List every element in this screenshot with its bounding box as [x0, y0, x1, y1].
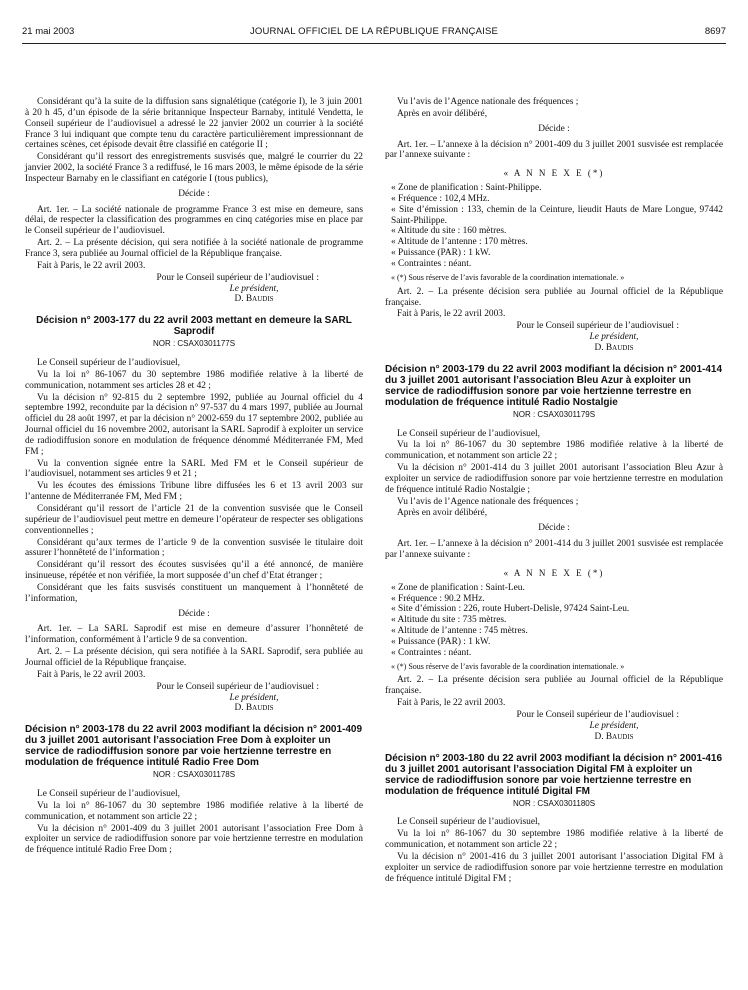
paragraph: Après en avoir délibéré, [397, 508, 488, 519]
annex-item: « Site d’émission : 226, route Hubert-Delisle, 97424 Saint-Leu. [391, 604, 630, 615]
decision-177-nor: NOR : CSAX0301177S [152, 339, 236, 349]
left-column [25, 97, 363, 857]
paragraph: Vu la décision n° 2001-409 du 3 juillet 2001 autorisant l’association Free Dom à exploiter un service de radiodiffusion sonore par voie hertzienne terrestre en modulation de fréquence intitulé Radio Free Dom ; [25, 823, 363, 856]
fait-line: Fait à Paris, le 22 avril 2003. [397, 698, 506, 709]
paragraph: Vu les écoutes des émissions Tribune libre diffusées les 6 et 13 avril 2003 sur l’antenne de Méditerranée FM, Med FM ; [25, 481, 363, 503]
article-2: Art. 2. – La présente décision sera publiée au Journal officiel de la République française. [385, 286, 723, 308]
decision-178-title: Décision n° 2003-178 du 22 avril 2003 modifiant la décision n° 2001-409 du 3 juillet 2001 autorisant l’association Free Dom à exploiter un service de radiodiffusion sonore par voie hertzienne terrestre en modulation de fréquence intitulé Radio Free Dom [25, 724, 363, 769]
signature-role: Le président, [229, 283, 279, 294]
annex-item: « Contraintes : néant. [391, 647, 472, 658]
signature-name: D. Baudis [594, 731, 634, 742]
fait-line: Fait à Paris, le 22 avril 2003. [37, 260, 146, 271]
decision-179-title: Décision n° 2003-179 du 22 avril 2003 modifiant la décision n° 2001-414 du 3 juillet 2001 autorisant l’association Bleu Azur à exploiter un service de radiodiffusion sonore par voie hertzienne terrestre en modulation de fréquence intitulé Radio Nostalgie [385, 363, 723, 408]
decide-heading: Décide : [538, 523, 570, 534]
decision-178-nor: NOR : CSAX0301178S [152, 770, 236, 780]
annex-item: « Altitude du site : 160 mètres. [391, 226, 507, 237]
article-1: Art. 1er. – L’annexe à la décision n° 2001-409 du 3 juillet 2001 susvisée est remplacée par l’annexe suivante : [385, 139, 723, 161]
header-rule [22, 43, 726, 44]
fait-line: Fait à Paris, le 22 avril 2003. [397, 309, 506, 320]
annex-item: « Altitude de l’antenne : 745 mètres. [391, 626, 528, 637]
paragraph: Vu la convention signée entre la SARL Med FM et le Conseil supérieur de l’audiovisuel, notamment ses articles 9 et 21 ; [25, 458, 363, 480]
signature-line: Pour le Conseil supérieur de l’audiovisuel : [516, 709, 679, 720]
signature-name: D. Baudis [594, 342, 634, 353]
fait-line: Fait à Paris, le 22 avril 2003. [37, 669, 146, 680]
paragraph: Considérant qu’à la suite de la diffusion sans signalétique (catégorie I), le 3 juin 2001 à 20 h 45, d’un épisode de la série britannique Inspecteur Barnaby, intitulé Vendetta, le Conseil supérieur de l’audiovisuel a adressé le 22 janvier 2002 un courrier à la société France 3 lui indiquant que compte tenu du caractère particulièrement impressionnant de certaines scènes, cet épisode devait être classifié en catégorie II ; [25, 97, 363, 151]
paragraph: Considérant qu’il ressort des écoutes susvisées qu’il a été annoncé, de manière insinueuse, répétée et non vérifiée, la mort supposée d’un chef d’Etat étranger ; [25, 560, 363, 582]
signature-line: Pour le Conseil supérieur de l’audiovisuel : [156, 681, 319, 692]
decision-177-title: Décision n° 2003-177 du 22 avril 2003 mettant en demeure la SARL Saprodif [36, 315, 352, 338]
running-header [22, 26, 726, 40]
decide-heading: Décide : [538, 123, 570, 134]
annex-item: « Fréquence : 90.2 MHz. [391, 593, 485, 604]
paragraph: Considérant qu’il ressort des enregistrements susvisés que, malgré le courrier du 22 janvier 2002, la société France 3 a rediffusé, le 16 mars 2003, le même épisode de la série Inspecteur Barnaby en le classifiant en catégorie I (tous publics), [25, 152, 363, 184]
decision-179-nor: NOR : CSAX0301179S [512, 409, 596, 419]
signature-name: D. Baudis [234, 703, 274, 714]
signature-line: Pour le Conseil supérieur de l’audiovisuel : [156, 272, 319, 283]
article-2: Art. 2. – La présente décision, qui sera notifiée à la société nationale de programme France 3, sera publiée au Journal officiel de la République française. [25, 238, 363, 259]
paragraph: Vu l’avis de l’Agence nationale des fréquences ; [397, 496, 579, 507]
annex-item: « Contraintes : néant. [391, 258, 472, 269]
header-date: 21 mai 2003 [22, 26, 75, 37]
annex-footnote: « (*) Sous réserve de l’avis favorable de la coordination internationale. » [391, 661, 625, 671]
paragraph: Le Conseil supérieur de l’audiovisuel, [37, 789, 180, 800]
decide-heading: Décide : [178, 608, 210, 619]
signature-role: Le président, [229, 692, 279, 703]
paragraph: Vu la loi n° 86-1067 du 30 septembre 1986 modifiée relative à la liberté de communication, et notamment son article 22 ; [385, 440, 723, 462]
paragraph: Le Conseil supérieur de l’audiovisuel, [397, 428, 540, 439]
annex-item: « Altitude de l’antenne : 170 mètres. [391, 237, 528, 248]
paragraph: Vu la décision n° 2001-414 du 3 juillet 2001 autorisant l’association Bleu Azur à exploiter un service de radiodiffusion sonore par voie hertzienne terrestre en modulation de fréquence intitulé Radio Nostalgie ; [385, 463, 723, 495]
annex-item: « Fréquence : 102,4 MHz. [391, 193, 490, 204]
article-2: Art. 2. – La présente décision sera publiée au Journal officiel de la République française. [385, 675, 723, 697]
paragraph: Le Conseil supérieur de l’audiovisuel, [37, 358, 180, 369]
signature-role: Le président, [589, 720, 639, 731]
annex-footnote: « (*) Sous réserve de l’avis favorable de la coordination internationale. » [391, 272, 625, 282]
decide-heading: Décide : [178, 188, 210, 199]
annex-item: « Puissance (PAR) : 1 kW. [391, 636, 491, 647]
annex-item: « Site d’émission : 133, chemin de la Ceinture, lieudit Hauts de Mare Longue, 97442 Saint-Philippe. [391, 204, 723, 226]
annex-item: « Zone de planification : Saint-Leu. [391, 582, 525, 593]
annex-item: « Puissance (PAR) : 1 kW. [391, 248, 491, 259]
paragraph: Vu la décision n° 92-815 du 2 septembre 1992, publiée au Journal officiel du 4 septembre 1992, reconduite par la décision n° 97-537 du 4 mars 1997, publiée au Journal officiel du 28 août 1997, et par la décision n° 2002-659 du 17 septembre 2002, publiée au Journal officiel du 16 novembre 2002, autorisant la SARL Saprodif à exploiter un service de radiodiffusion sonore en modulation de fréquence dénommé Méditerranée FM, Med FM ; [25, 392, 363, 457]
signature-role: Le président, [589, 332, 639, 343]
paragraph: Considérant qu’aux termes de l’article 9 de la convention susvisée le titulaire doit assurer l’honnêteté de l’information ; [25, 537, 363, 559]
header-journal-title: JOURNAL OFFICIEL DE LA RÉPUBLIQUE FRANÇAISE [249, 26, 499, 37]
article-1: Art. 1er. – L’annexe à la décision n° 2001-414 du 3 juillet 2001 susvisée est remplacée par l’annexe suivante : [385, 539, 723, 560]
article-1: Art. 1er. – La société nationale de programme France 3 est mise en demeure, sans délai, de respecter la classification des programmes en cinq catégories mise en place par le Conseil supérieur de l’audiovisuel. [25, 204, 363, 237]
paragraph: Le Conseil supérieur de l’audiovisuel, [397, 817, 540, 828]
signature-line: Pour le Conseil supérieur de l’audiovisuel : [516, 321, 679, 332]
paragraph: Vu la décision n° 2001-416 du 3 juillet 2001 autorisant l’association Digital FM à exploiter un service de radiodiffusion sonore par voie hertzienne terrestre en modulation de fréquence intitulé Digital FM ; [385, 851, 723, 884]
article-2: Art. 2. – La présente décision, qui sera notifiée à la SARL Saprodif, sera publiée au Journal officiel de la République française. [25, 647, 363, 668]
paragraph: Considérant que les faits susvisés constituent un manquement à l’honnêteté de l’information, [25, 582, 363, 604]
paragraph: Vu la loi n° 86-1067 du 30 septembre 1986 modifiée relative à la liberté de communication, notamment ses articles 28 et 42 ; [25, 369, 363, 391]
paragraph: Vu la loi n° 86-1067 du 30 septembre 1986 modifiée relative à la liberté de communication, et notamment son article 22 ; [25, 800, 363, 822]
paragraph: Considérant qu’il ressort de l’article 21 de la convention susvisée que le Conseil supérieur de l’audiovisuel peut mettre en demeure l’opérateur de respecter ses obligations conventionnelles ; [25, 504, 363, 536]
annex-title: « A N N E X E (*) [503, 168, 605, 179]
annex-title: « A N N E X E (*) [503, 567, 605, 578]
paragraph: Après en avoir délibéré, [397, 108, 488, 119]
header-page-number: 8697 [704, 26, 726, 37]
paragraph: Vu la loi n° 86-1067 du 30 septembre 1986 modifiée relative à la liberté de communication, et notamment son article 22 ; [385, 829, 723, 851]
annex-item: « Zone de planification : Saint-Philippe. [391, 183, 542, 194]
paragraph: Vu l’avis de l’Agence nationale des fréquences ; [397, 97, 579, 107]
signature-name: D. Baudis [234, 294, 274, 305]
article-1: Art. 1er. – La SARL Saprodif est mise en demeure d’assurer l’honnêteté de l’information, conformément à l’article 9 de sa convention. [25, 624, 363, 646]
decision-180-title: Décision n° 2003-180 du 22 avril 2003 modifiant la décision n° 2001-416 du 3 juillet 2001 autorisant l’association Digital FM à exploiter un service de radiodiffusion sonore par voie hertzienne terrestre en modulation de fréquence intitulé Digital FM [385, 752, 723, 797]
right-column [385, 97, 723, 885]
annex-item: « Altitude du site : 735 mètres. [391, 615, 507, 626]
decision-180-nor: NOR : CSAX0301180S [512, 798, 596, 808]
